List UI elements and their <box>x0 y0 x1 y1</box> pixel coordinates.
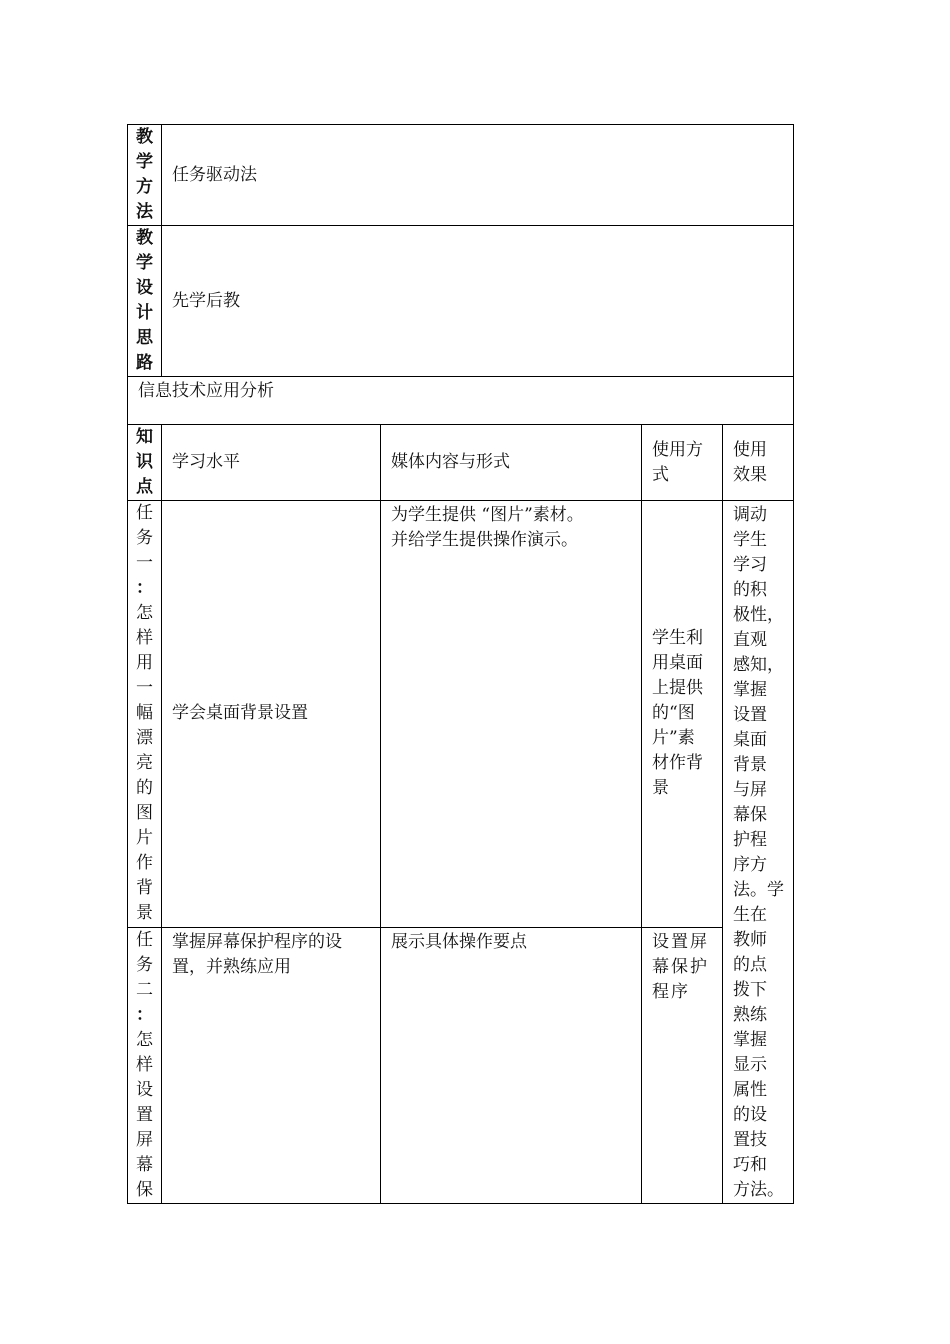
header-knowledge-point: 知 识 点 <box>128 425 162 501</box>
teaching-method-label: 教 学 方 法 <box>128 125 162 226</box>
header-usage-method: 使用方 式 <box>642 425 723 501</box>
teaching-method-value: 任务驱动法 <box>162 125 794 226</box>
task1-usage-method: 学生利 用桌面 上提供 的“图 片”素 材作背 景 <box>642 501 723 928</box>
teaching-design-label: 教 学 设 计 思 路 <box>128 226 162 377</box>
header-usage-effect: 使用 效果 <box>723 425 794 501</box>
lesson-plan-table <box>127 124 794 1204</box>
header-media-content: 媒体内容与形式 <box>381 425 642 501</box>
usage-effect-value: 调动 学生 学习 的积 极性， 直观 感知， 掌握 设置 桌面 背景 与屏 幕保 护程 序方 法。学 生在 教师 的点 拨下 熟练 掌握 显示 属性 的设 置技 巧和 方法。 <box>723 501 794 1204</box>
teaching-design-value: 先学后教 <box>162 226 794 377</box>
header-learning-level: 学习水平 <box>162 425 381 501</box>
column-header-row <box>128 425 794 501</box>
task2-label: 任 务 二 ： 怎 样 设 置 屏 幕 保 <box>128 927 162 1203</box>
task2-row <box>128 927 794 1203</box>
analysis-heading-row <box>128 377 794 425</box>
task2-learning-level: 掌握屏幕保护程序的设 置，并熟练应用 <box>162 927 381 1203</box>
task1-row <box>128 501 794 928</box>
task2-usage-method: 设置屏 幕保护 程序 <box>642 927 723 1203</box>
teaching-method-row <box>128 125 794 226</box>
task1-media-content: 为学生提供 “图片”素材。 并给学生提供操作演示。 <box>381 501 642 928</box>
analysis-heading: 信息技术应用分析 <box>128 377 794 425</box>
task2-media-content: 展示具体操作要点 <box>381 927 642 1203</box>
teaching-design-row <box>128 226 794 377</box>
task1-label: 任 务 一 ： 怎 样 用 一 幅 漂 亮 的 图 片 作 背 景 <box>128 501 162 928</box>
task1-learning-level: 学会桌面背景设置 <box>162 501 381 928</box>
